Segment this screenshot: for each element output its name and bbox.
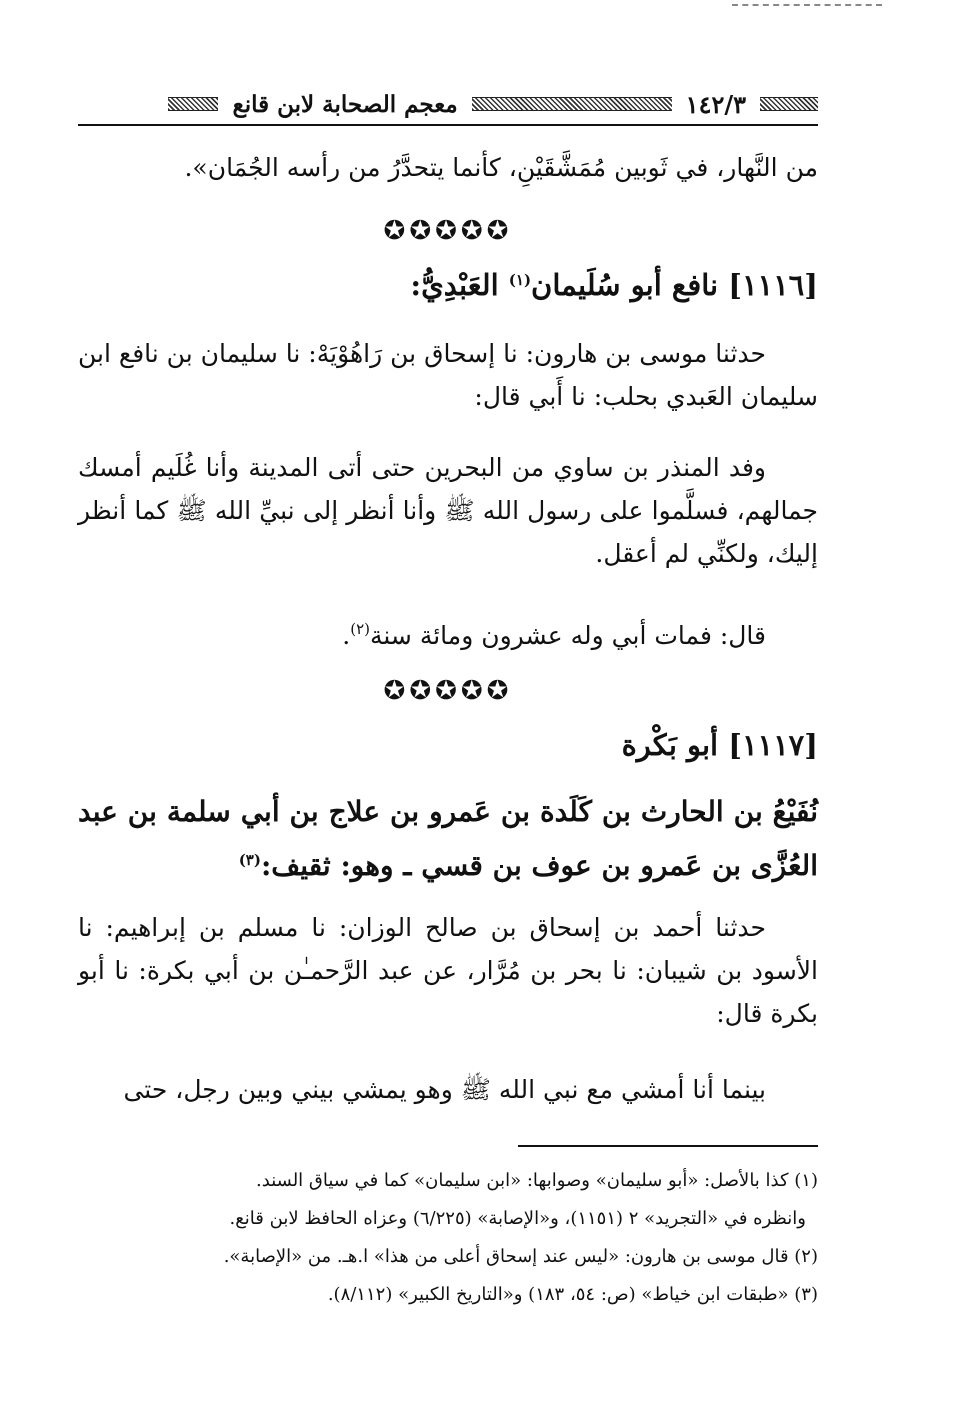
entry-name: أبو بَكْرة (621, 728, 719, 762)
entry-number: [١١١٧] (728, 728, 818, 762)
qala-paragraph (78, 608, 818, 657)
footnote-marker: (٢) (350, 620, 370, 638)
footnotes (78, 1162, 818, 1314)
footnote-1: (١) كذا بالأصل: «أبو سليمان» وصوابها: «ابن سليمان» كما في سياق السند. (256, 1170, 818, 1191)
page-number: ١٤٢/٣ (685, 89, 746, 119)
footnote-1-cont: وانظره في «التجريد» ٢ (١١٥١)، و«الإصابة» (٦/٢٢٥) وعزاه الحافظ لابن قانع. (229, 1208, 806, 1229)
header-ornament (472, 97, 672, 111)
lineage-text: نُفَيْعُ بن الحارث بن كَلَدة بن عَمرو بن علاج بن أبي سلمة بن عبد العُزَّى بن عَمرو بن عوف بن قسي ـ وهو: ثقيف: (78, 795, 818, 882)
document-page (78, 0, 818, 1409)
running-header (78, 86, 818, 122)
entry-heading-1117 (622, 728, 818, 762)
footnote-marker: (١) (508, 271, 532, 289)
hadith-paragraph: بينما أنا أمشي مع نبي الله ﷺ وهو يمشي بيني وبين رجل، حتى (123, 1075, 766, 1104)
entry-number: [١١١٦] (728, 268, 818, 302)
header-ornament (760, 97, 818, 111)
lineage-paragraph (78, 788, 818, 890)
book-title: معجم الصحابة لابن قانع (232, 90, 458, 118)
footnote-rule (518, 1145, 818, 1147)
header-ornament (168, 97, 218, 111)
footnote-2: (٢) قال موسى بن هارون: «ليس عند إسحاق أعلى من هذا» ا.هـ. من «الإصابة». (223, 1246, 818, 1267)
footnote-3: (٣) «طبقات ابن خياط» (ص: ٥٤، ١٨٣) و«التاريخ الكبير» (٨/١١٢). (327, 1284, 818, 1305)
continued-text: من النَّهار، في ثَوبين مُمَشَّقَيْنِ، كأنما يتحدَّرُ من رأسه الجُمَان». (184, 153, 818, 182)
isnad-paragraph: حدثنا أحمد بن إسحاق بن صالح الوزان: نا مسلم بن إبراهيم: نا الأسود بن شيبان: نا بحر بن مُرَّار، عن عبد الرَّحمـٰن بن أبي بكرة: نا أبو بكرة قال: (78, 913, 818, 1028)
section-separator: ✪✪✪✪✪ (383, 676, 513, 706)
qala-text: قال: فمات أبي وله عشرون ومائة سنة (369, 621, 766, 650)
section-separator: ✪✪✪✪✪ (383, 216, 513, 246)
entry-heading-1116 (410, 268, 818, 302)
hadith-paragraph: وفد المنذر بن ساوي من البحرين حتى أتى المدينة وأنا غُلَيم أمسك جمالهم، فسلَّموا على رسول الله ﷺ وأنا أنظر إلى نبيِّ الله ﷺ كما أنظر إليك، ولكنِّي لم أعقل. (78, 453, 818, 568)
isnad-paragraph: حدثنا موسى بن هارون: نا إسحاق بن رَاهُوْيَهْ: نا سليمان بن نافع ابن سليمان العَبدي بحلب: نا أَبي قال: (78, 339, 818, 411)
entry-nisba: العَبْدِيُّ: (410, 268, 499, 302)
qala-end: . (342, 621, 351, 650)
footnote-marker: (٣) (238, 851, 261, 869)
entry-name: نافع أبو سُلَيمان (531, 268, 719, 302)
header-rule (78, 124, 818, 126)
